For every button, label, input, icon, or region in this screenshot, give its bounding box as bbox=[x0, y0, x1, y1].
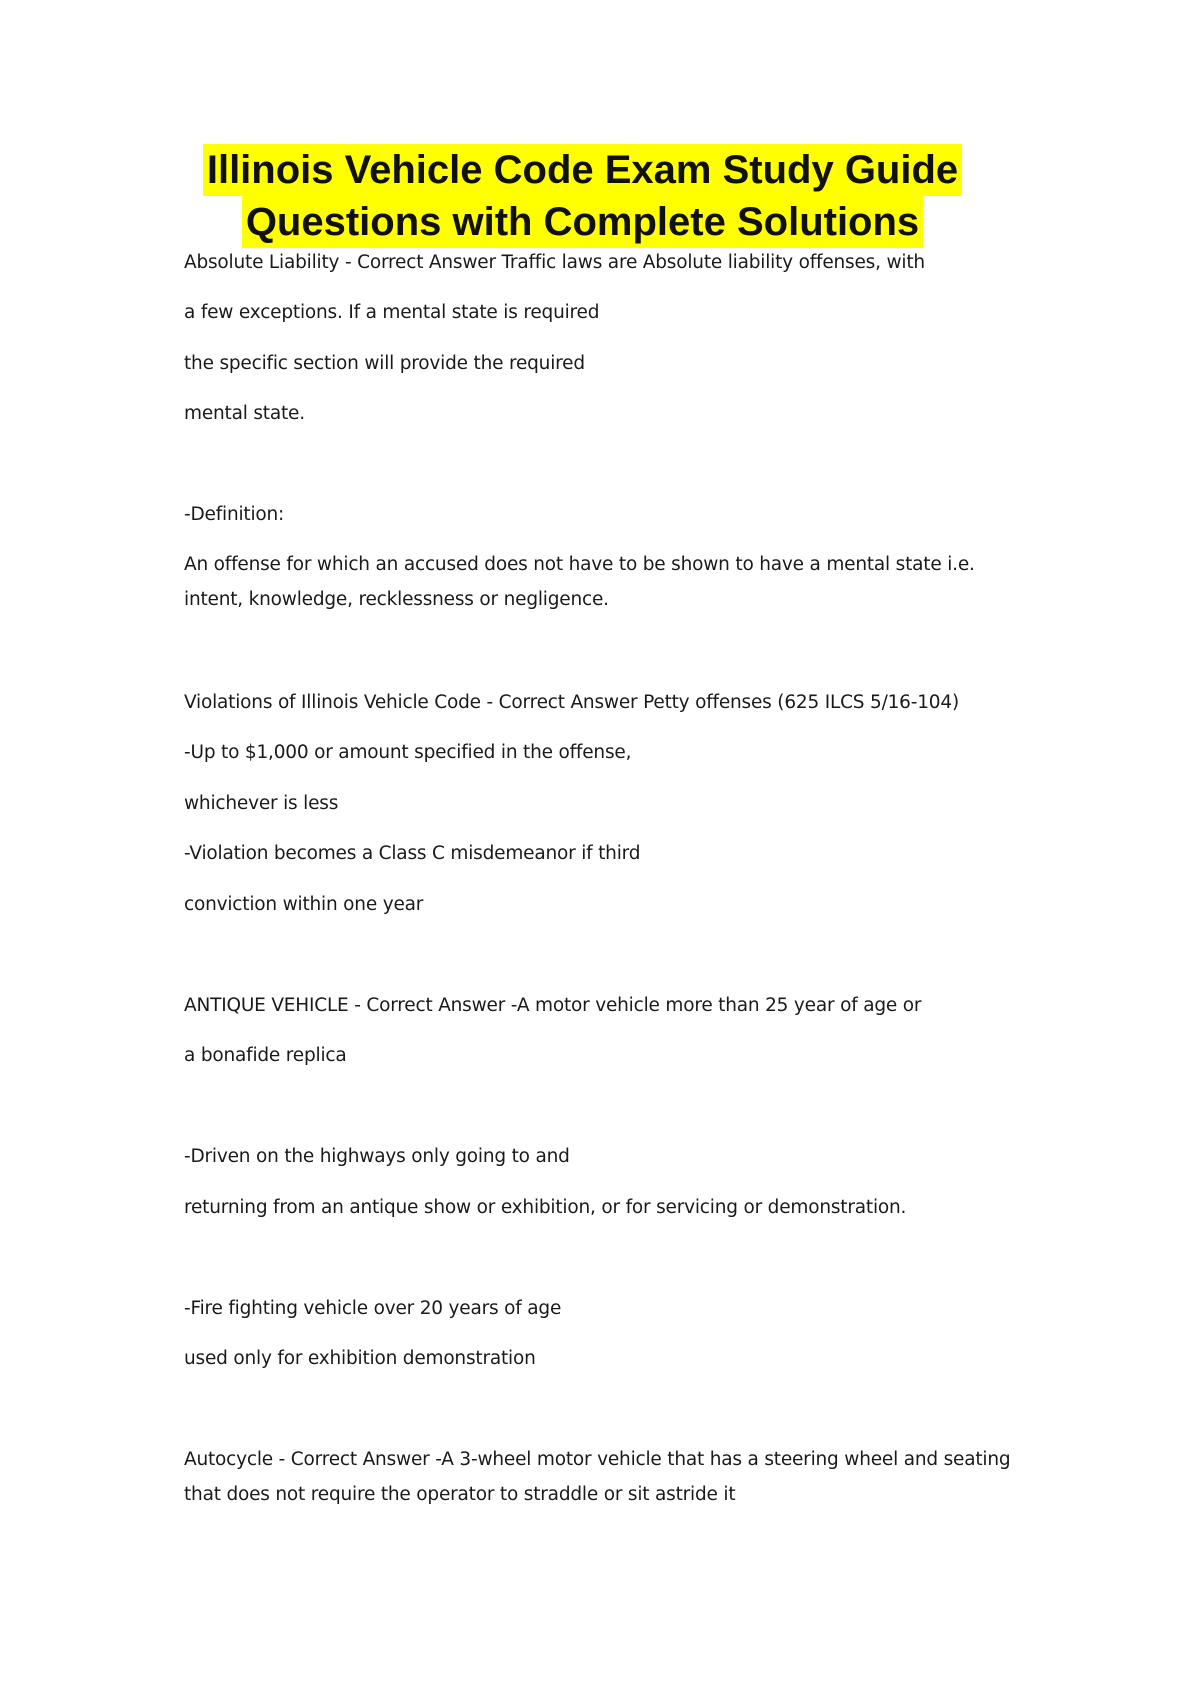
text-line: returning from an antique show or exhibition, or for servicing or demonstration. bbox=[184, 1197, 907, 1218]
text-line: mental state. bbox=[184, 403, 305, 424]
document-title bbox=[0, 144, 1165, 248]
text-line: Absolute Liability - Correct Answer Traffic laws are Absolute liability offenses, with bbox=[184, 252, 925, 273]
text-line: that does not require the operator to straddle or sit astride it bbox=[184, 1484, 736, 1505]
text-line: ANTIQUE VEHICLE - Correct Answer -A motor vehicle more than 25 year of age or bbox=[184, 995, 922, 1016]
text-line: conviction within one year bbox=[184, 894, 424, 915]
text-line: Autocycle - Correct Answer -A 3-wheel motor vehicle that has a steering wheel and seating bbox=[184, 1449, 1011, 1470]
text-line: Violations of Illinois Vehicle Code - Correct Answer Petty offenses (625 ILCS 5/16-104) bbox=[184, 692, 959, 713]
title-line-2: Questions with Complete Solutions bbox=[242, 196, 923, 248]
text-line: -Violation becomes a Class C misdemeanor if third bbox=[184, 843, 641, 864]
text-line: used only for exhibition demonstration bbox=[184, 1348, 536, 1369]
text-line: a bonafide replica bbox=[184, 1045, 347, 1066]
text-line: -Driven on the highways only going to and bbox=[184, 1146, 570, 1167]
text-line: a few exceptions. If a mental state is required bbox=[184, 302, 600, 323]
text-line: An offense for which an accused does not have to be shown to have a mental state i.e. bbox=[184, 554, 975, 575]
text-line: intent, knowledge, recklessness or negligence. bbox=[184, 589, 609, 610]
text-line: -Up to $1,000 or amount specified in the offense, bbox=[184, 742, 632, 763]
text-line: the specific section will provide the required bbox=[184, 353, 585, 374]
text-line: -Fire fighting vehicle over 20 years of age bbox=[184, 1298, 562, 1319]
title-line-1: Illinois Vehicle Code Exam Study Guide bbox=[203, 144, 962, 196]
text-line: -Definition: bbox=[184, 504, 285, 525]
text-line: whichever is less bbox=[184, 793, 339, 814]
